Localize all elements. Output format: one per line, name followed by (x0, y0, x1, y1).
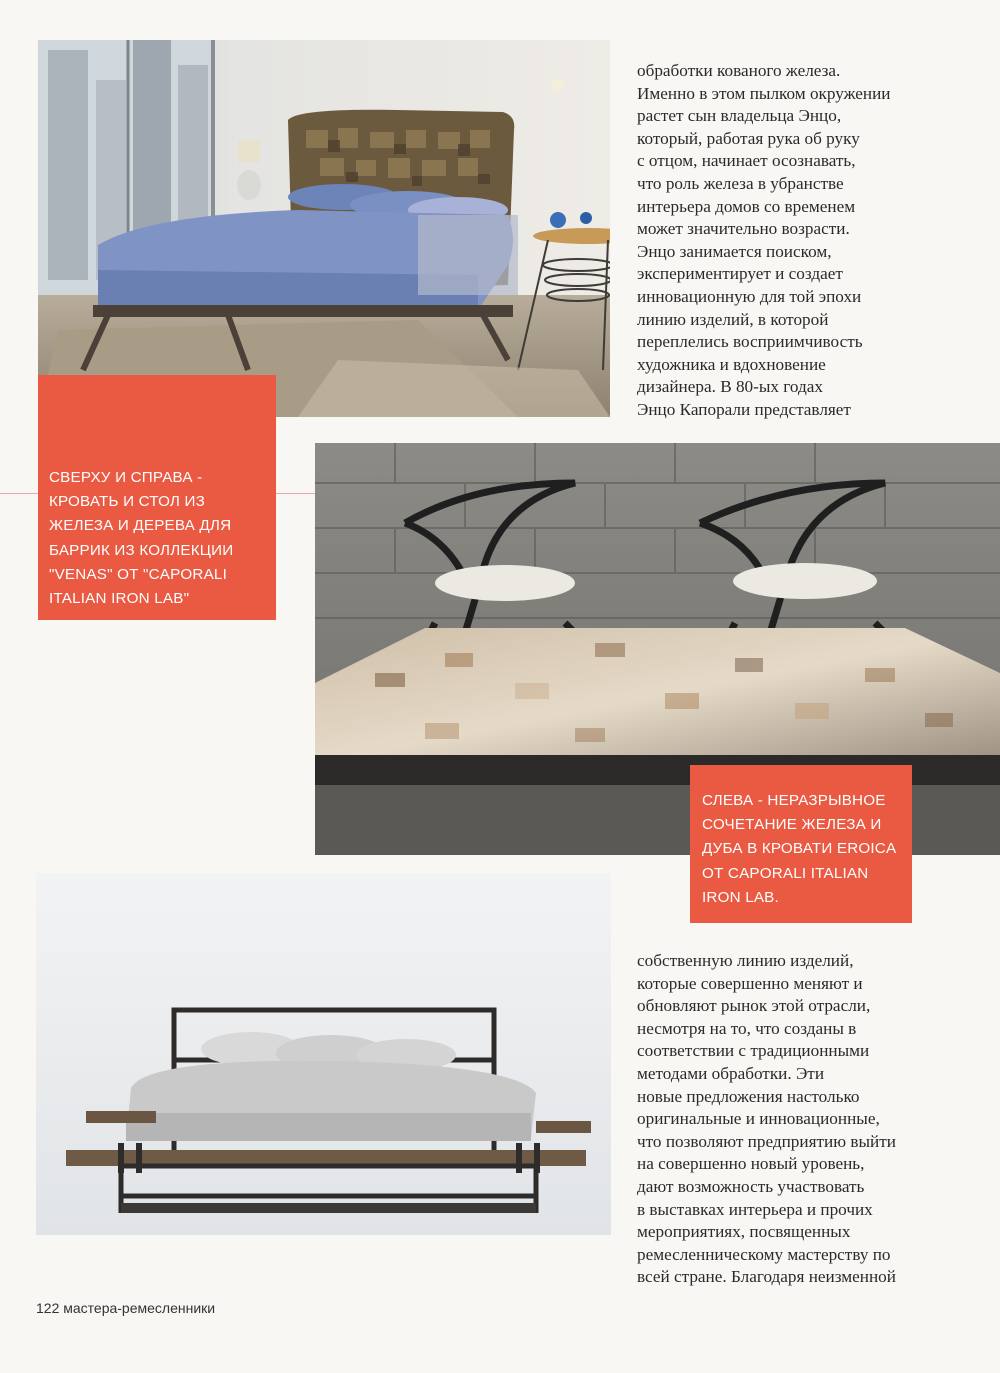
article-line: интерьера домов со временем (637, 196, 856, 216)
article-line: растет сын владельца Энцо, (637, 106, 842, 126)
article-line: методами обработки. Эти (637, 1063, 825, 1083)
article-line: с отцом, начинает осознавать, (637, 151, 856, 171)
article-line: оригинальные и инновационные, (637, 1109, 880, 1129)
caption-line: ЖЕЛЕЗА И ДЕРЕВА ДЛЯ (49, 517, 232, 535)
article-line: обработки кованого железа. (637, 61, 841, 80)
article-line: которые совершенно меняют и (637, 973, 863, 993)
article-line: на совершенно новый уровень, (637, 1154, 865, 1174)
article-line: несмотря на то, что созданы в (637, 1018, 857, 1038)
article-line: мероприятиях, посвященных (637, 1222, 851, 1242)
article-column-bottom (637, 950, 896, 1289)
caption-line: КРОВАТЬ И СТОЛ ИЗ (49, 493, 205, 511)
photo-bed-eroica (36, 873, 611, 1235)
caption-line: СЛЕВА - НЕРАЗРЫВНОЕ (702, 792, 886, 809)
article-line: художника и вдохновение (637, 354, 826, 374)
article-line: обновляют рынок этой отрасли, (637, 996, 871, 1016)
article-line: Энцо Капорали представляет (637, 399, 851, 419)
article-line: новые предложения настолько (637, 1086, 860, 1106)
caption-line: "VENAS" ОТ "CAPORALI (49, 565, 227, 583)
caption-eroica (690, 765, 912, 923)
page-number: 122 (36, 1300, 60, 1316)
article-line: который, работая рука об руку (637, 128, 860, 148)
caption-line: ДУБА В КРОВАТИ EROICA (702, 840, 897, 858)
article-line: соответствии с традиционными (637, 1041, 870, 1061)
caption-line: IRON LAB. (702, 888, 779, 906)
article-line: что роль железа в убранстве (637, 173, 844, 193)
caption-line: БАРРИК ИЗ КОЛЛЕКЦИИ (49, 541, 234, 559)
article-line: линию изделий, в которой (637, 309, 829, 329)
photo-bed-venas (38, 40, 610, 417)
article-line: Энцо занимается поиском, (637, 241, 832, 261)
article-line: собственную линию изделий, (637, 951, 854, 970)
page-footer (36, 1300, 215, 1316)
article-line: Именно в этом пылком окружении (637, 83, 891, 103)
caption-line: СВЕРХУ И СПРАВА - (49, 469, 203, 486)
article-line: дизайнера. В 80-ых годах (637, 377, 823, 397)
caption-line: ОТ CAPORALI ITALIAN (702, 864, 869, 882)
caption-line: СОЧЕТАНИЕ ЖЕЛЕЗА И (702, 816, 882, 834)
article-line: ремесленническому мастерству по (637, 1244, 891, 1264)
article-line: всей стране. Благодаря неизменной (637, 1267, 896, 1287)
section-title: мастера-ремесленники (63, 1300, 216, 1316)
article-line: в выставках интерьера и прочих (637, 1199, 873, 1219)
article-line: что позволяют предприятию выйти (637, 1131, 896, 1151)
article-line: инновационную для той эпохи (637, 286, 862, 306)
article-line: переплелись восприимчивость (637, 332, 863, 352)
caption-venas (38, 375, 276, 620)
article-line: экспериментирует и создает (637, 264, 843, 284)
article-column-top (637, 60, 891, 422)
article-line: может значительно возрасти. (637, 219, 850, 239)
article-line: дают возможность участвовать (637, 1176, 865, 1196)
caption-line: ITALIAN IRON LAB" (49, 590, 190, 608)
